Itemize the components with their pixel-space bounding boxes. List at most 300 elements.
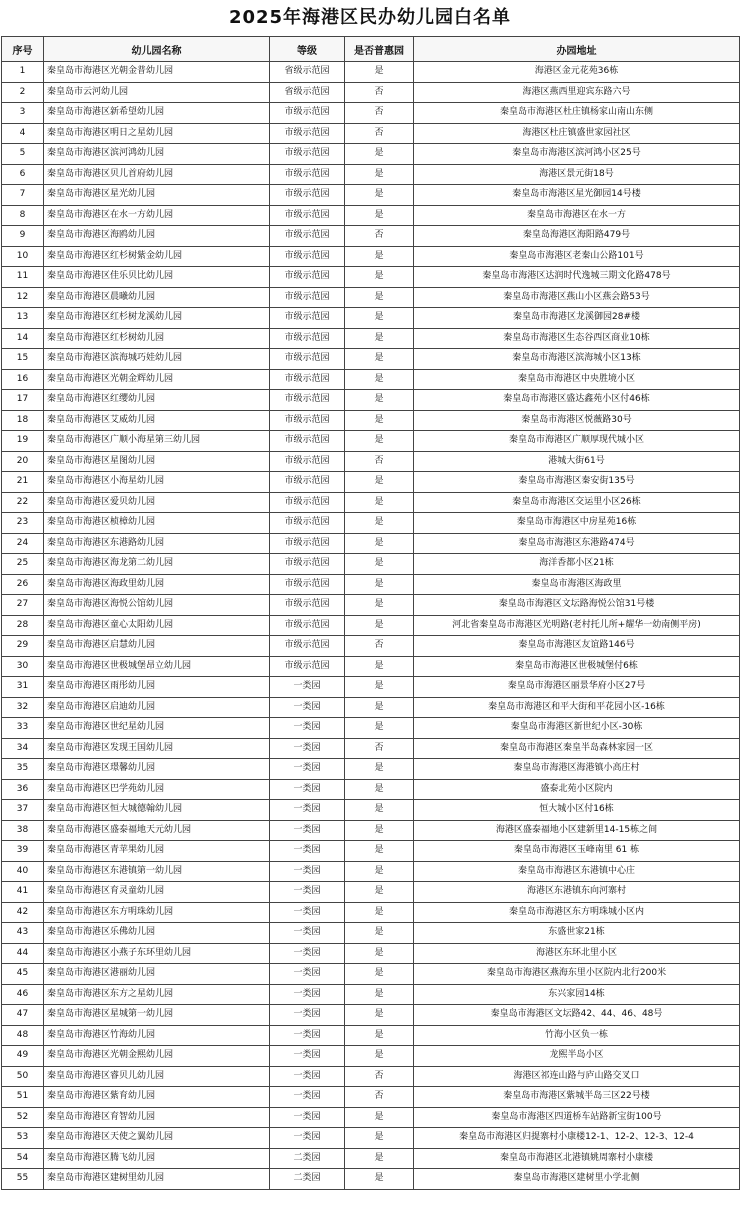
kindergarten-name-cell: 秦皇岛市海港区童心太阳幼儿园 — [44, 615, 270, 636]
inclusive-flag-cell: 是 — [345, 759, 414, 780]
table-row — [2, 554, 740, 575]
row-number-cell: 41 — [2, 882, 44, 903]
kindergarten-name-cell: 秦皇岛市海港区海政里幼儿园 — [44, 574, 270, 595]
inclusive-flag-cell: 是 — [345, 1025, 414, 1046]
kindergarten-name-cell: 秦皇岛市海港区璟馨幼儿园 — [44, 759, 270, 780]
table-row — [2, 390, 740, 411]
kindergarten-name-cell: 秦皇岛市海港区星城第一幼儿园 — [44, 1005, 270, 1026]
table-row — [2, 1025, 740, 1046]
table-row — [2, 1005, 740, 1026]
kindergarten-name-cell: 秦皇岛市海港区小燕子东环里幼儿园 — [44, 943, 270, 964]
address-cell: 秦皇岛市海港区和平大街和平花园小区-16栋 — [414, 697, 740, 718]
table-row — [2, 902, 740, 923]
row-number-cell: 52 — [2, 1107, 44, 1128]
row-number-cell: 17 — [2, 390, 44, 411]
address-cell: 海港区杜庄镇盛世家园社区 — [414, 123, 740, 144]
grade-level-cell: 一类园 — [270, 677, 345, 698]
row-number-cell: 16 — [2, 369, 44, 390]
kindergarten-name-cell: 秦皇岛市海港区睿贝儿幼儿园 — [44, 1066, 270, 1087]
address-cell: 秦皇岛海港区海阳路479号 — [414, 226, 740, 247]
row-number-cell: 32 — [2, 697, 44, 718]
inclusive-flag-cell: 是 — [345, 369, 414, 390]
table-row — [2, 246, 740, 267]
kindergarten-name-cell: 秦皇岛市海港区东方之星幼儿园 — [44, 984, 270, 1005]
inclusive-flag-cell: 是 — [345, 1107, 414, 1128]
row-number-cell: 48 — [2, 1025, 44, 1046]
address-cell: 秦皇岛市海港区盛达鑫苑小区付46栋 — [414, 390, 740, 411]
grade-level-cell: 省级示范园 — [270, 62, 345, 83]
address-cell: 秦皇岛市海港区归提寨村小康楼12-1、12-2、12-3、12-4 — [414, 1128, 740, 1149]
grade-level-cell: 市级示范园 — [270, 574, 345, 595]
inclusive-flag-cell: 否 — [345, 636, 414, 657]
address-cell: 秦皇岛市海港区玉峰南里 61 栋 — [414, 841, 740, 862]
kindergarten-name-cell: 秦皇岛市海港区桢樟幼儿园 — [44, 513, 270, 534]
grade-level-cell: 市级示范园 — [270, 492, 345, 513]
address-cell: 秦皇岛市海港区东港路474号 — [414, 533, 740, 554]
row-number-cell: 6 — [2, 164, 44, 185]
inclusive-flag-cell: 否 — [345, 451, 414, 472]
inclusive-flag-cell: 是 — [345, 882, 414, 903]
row-number-cell: 34 — [2, 738, 44, 759]
grade-level-cell: 市级示范园 — [270, 390, 345, 411]
address-cell: 秦皇岛市海港区东港镇中心庄 — [414, 861, 740, 882]
kindergarten-name-cell: 秦皇岛市海港区红杉树幼儿园 — [44, 328, 270, 349]
kindergarten-name-cell: 秦皇岛市海港区腾飞幼儿园 — [44, 1148, 270, 1169]
row-number-cell: 30 — [2, 656, 44, 677]
table-row — [2, 472, 740, 493]
row-number-cell: 39 — [2, 841, 44, 862]
table-row — [2, 533, 740, 554]
grade-level-cell: 一类园 — [270, 1005, 345, 1026]
grade-level-cell: 一类园 — [270, 1128, 345, 1149]
inclusive-flag-cell: 是 — [345, 205, 414, 226]
table-row — [2, 205, 740, 226]
table-row — [2, 62, 740, 83]
grade-level-cell: 市级示范园 — [270, 369, 345, 390]
kindergarten-name-cell: 秦皇岛市海港区明日之星幼儿园 — [44, 123, 270, 144]
table-row — [2, 103, 740, 124]
kindergarten-name-cell: 秦皇岛市海港区新希望幼儿园 — [44, 103, 270, 124]
kindergarten-name-cell: 秦皇岛市海港区在水一方幼儿园 — [44, 205, 270, 226]
inclusive-flag-cell: 是 — [345, 144, 414, 165]
table-row — [2, 185, 740, 206]
grade-level-cell: 一类园 — [270, 820, 345, 841]
grade-level-cell: 市级示范园 — [270, 615, 345, 636]
kindergarten-name-cell: 秦皇岛市海港区育灵童幼儿园 — [44, 882, 270, 903]
table-row — [2, 841, 740, 862]
row-number-cell: 19 — [2, 431, 44, 452]
row-number-cell: 29 — [2, 636, 44, 657]
table-row — [2, 513, 740, 534]
address-cell: 秦皇岛市海港区海港镇小高庄村 — [414, 759, 740, 780]
grade-level-cell: 市级示范园 — [270, 513, 345, 534]
row-number-cell: 23 — [2, 513, 44, 534]
row-number-cell: 18 — [2, 410, 44, 431]
row-number-cell: 15 — [2, 349, 44, 370]
table-row — [2, 1046, 740, 1067]
table-row — [2, 1107, 740, 1128]
grade-level-cell: 一类园 — [270, 964, 345, 985]
row-number-cell: 14 — [2, 328, 44, 349]
grade-level-cell: 市级示范园 — [270, 123, 345, 144]
kindergarten-name-cell: 秦皇岛市云河幼儿园 — [44, 82, 270, 103]
address-cell: 秦皇岛市海港区滨海城小区13栋 — [414, 349, 740, 370]
row-number-cell: 51 — [2, 1087, 44, 1108]
table-row — [2, 636, 740, 657]
grade-level-cell: 市级示范园 — [270, 636, 345, 657]
inclusive-flag-cell: 是 — [345, 697, 414, 718]
kindergarten-name-cell: 秦皇岛市海港区天使之翼幼儿园 — [44, 1128, 270, 1149]
address-cell: 秦皇岛市海港区老秦山公路101号 — [414, 246, 740, 267]
grade-level-cell: 市级示范园 — [270, 246, 345, 267]
address-cell: 秦皇岛市海港区生态谷西区商业10栋 — [414, 328, 740, 349]
address-cell: 秦皇岛市海港区友谊路146号 — [414, 636, 740, 657]
inclusive-flag-cell: 是 — [345, 677, 414, 698]
row-number-cell: 26 — [2, 574, 44, 595]
header-level: 等级 — [270, 37, 345, 62]
address-cell: 秦皇岛市海港区龙溪御园28#楼 — [414, 308, 740, 329]
inclusive-flag-cell: 否 — [345, 1066, 414, 1087]
inclusive-flag-cell: 是 — [345, 554, 414, 575]
table-row — [2, 308, 740, 329]
row-number-cell: 36 — [2, 779, 44, 800]
kindergarten-name-cell: 秦皇岛市海港区海悦公馆幼儿园 — [44, 595, 270, 616]
address-cell: 海港区燕西里迎宾东路六号 — [414, 82, 740, 103]
table-row — [2, 759, 740, 780]
table-row — [2, 677, 740, 698]
address-cell: 秦皇岛市海港区燕山小区燕会路53号 — [414, 287, 740, 308]
row-number-cell: 46 — [2, 984, 44, 1005]
inclusive-flag-cell: 是 — [345, 62, 414, 83]
grade-level-cell: 一类园 — [270, 697, 345, 718]
address-cell: 秦皇岛市海港区中央胜境小区 — [414, 369, 740, 390]
address-cell: 秦皇岛市海港区滨河鸿小区25号 — [414, 144, 740, 165]
inclusive-flag-cell: 否 — [345, 1087, 414, 1108]
address-cell: 河北省秦皇岛市海港区光明路(老村托儿所+耀华一幼南侧平房) — [414, 615, 740, 636]
address-cell: 海港区东环北里小区 — [414, 943, 740, 964]
kindergarten-name-cell: 秦皇岛市海港区滨河鸿幼儿园 — [44, 144, 270, 165]
kindergarten-name-cell: 秦皇岛市海港区育智幼儿园 — [44, 1107, 270, 1128]
grade-level-cell: 市级示范园 — [270, 554, 345, 575]
kindergarten-name-cell: 秦皇岛市海港区港丽幼儿园 — [44, 964, 270, 985]
kindergarten-name-cell: 秦皇岛市海港区青苹果幼儿园 — [44, 841, 270, 862]
address-cell: 秦皇岛市海港区建树里小学北侧 — [414, 1169, 740, 1190]
inclusive-flag-cell: 否 — [345, 82, 414, 103]
address-cell: 秦皇岛市海港区在水一方 — [414, 205, 740, 226]
address-cell: 海港区祁连山路与庐山路交叉口 — [414, 1066, 740, 1087]
table-row — [2, 800, 740, 821]
address-cell: 海港区金元花苑36栋 — [414, 62, 740, 83]
row-number-cell: 9 — [2, 226, 44, 247]
kindergarten-name-cell: 秦皇岛市海港区爱贝幼儿园 — [44, 492, 270, 513]
address-cell: 恒大城小区付16栋 — [414, 800, 740, 821]
inclusive-flag-cell: 是 — [345, 431, 414, 452]
inclusive-flag-cell: 是 — [345, 718, 414, 739]
address-cell: 秦皇岛市海港区燕海东里小区院内北行200米 — [414, 964, 740, 985]
row-number-cell: 1 — [2, 62, 44, 83]
address-cell: 盛泰北苑小区院内 — [414, 779, 740, 800]
address-cell: 东兴家园14栋 — [414, 984, 740, 1005]
kindergarten-name-cell: 秦皇岛市海港区光朝金熙幼儿园 — [44, 1046, 270, 1067]
address-cell: 秦皇岛市海港区文坛路42、44、46、48号 — [414, 1005, 740, 1026]
inclusive-flag-cell: 是 — [345, 861, 414, 882]
inclusive-flag-cell: 否 — [345, 123, 414, 144]
table-row — [2, 123, 740, 144]
inclusive-flag-cell: 是 — [345, 308, 414, 329]
grade-level-cell: 一类园 — [270, 738, 345, 759]
inclusive-flag-cell: 是 — [345, 185, 414, 206]
grade-level-cell: 市级示范园 — [270, 226, 345, 247]
kindergarten-name-cell: 秦皇岛市海港区广顺小海星第三幼儿园 — [44, 431, 270, 452]
inclusive-flag-cell: 是 — [345, 595, 414, 616]
table-row — [2, 431, 740, 452]
grade-level-cell: 市级示范园 — [270, 144, 345, 165]
address-cell: 秦皇岛市海港区东方明珠城小区内 — [414, 902, 740, 923]
address-cell: 秦皇岛市海港区中房星苑16栋 — [414, 513, 740, 534]
grade-level-cell: 二类园 — [270, 1169, 345, 1190]
row-number-cell: 50 — [2, 1066, 44, 1087]
grade-level-cell: 市级示范园 — [270, 431, 345, 452]
table-row — [2, 964, 740, 985]
address-cell: 秦皇岛市海港区秦安街135号 — [414, 472, 740, 493]
row-number-cell: 47 — [2, 1005, 44, 1026]
address-cell: 秦皇岛市海港区达润时代逸城三期文化路478号 — [414, 267, 740, 288]
table-row — [2, 615, 740, 636]
table-row — [2, 267, 740, 288]
inclusive-flag-cell: 否 — [345, 738, 414, 759]
inclusive-flag-cell: 是 — [345, 1005, 414, 1026]
row-number-cell: 22 — [2, 492, 44, 513]
table-row — [2, 923, 740, 944]
address-cell: 龙熙半岛小区 — [414, 1046, 740, 1067]
kindergarten-name-cell: 秦皇岛市海港区竹海幼儿园 — [44, 1025, 270, 1046]
table-row — [2, 882, 740, 903]
table-row — [2, 943, 740, 964]
kindergarten-name-cell: 秦皇岛市海港区红杉树龙溪幼儿园 — [44, 308, 270, 329]
kindergarten-name-cell: 秦皇岛市海港区艾威幼儿园 — [44, 410, 270, 431]
kindergarten-name-cell: 秦皇岛市海港区盛泰福地天元幼儿园 — [44, 820, 270, 841]
inclusive-flag-cell: 是 — [345, 923, 414, 944]
inclusive-flag-cell: 是 — [345, 615, 414, 636]
table-row — [2, 369, 740, 390]
grade-level-cell: 一类园 — [270, 1046, 345, 1067]
inclusive-flag-cell: 是 — [345, 841, 414, 862]
row-number-cell: 37 — [2, 800, 44, 821]
kindergarten-name-cell: 秦皇岛市海港区世纪星幼儿园 — [44, 718, 270, 739]
grade-level-cell: 一类园 — [270, 759, 345, 780]
inclusive-flag-cell: 是 — [345, 800, 414, 821]
address-cell: 秦皇岛市海港区广顺厚现代城小区 — [414, 431, 740, 452]
grade-level-cell: 一类园 — [270, 943, 345, 964]
address-cell: 海洋香都小区21栋 — [414, 554, 740, 575]
grade-level-cell: 市级示范园 — [270, 349, 345, 370]
table-row — [2, 328, 740, 349]
row-number-cell: 54 — [2, 1148, 44, 1169]
address-cell: 秦皇岛市海港区世极城堡付6栋 — [414, 656, 740, 677]
header-address: 办园地址 — [414, 37, 740, 62]
kindergarten-name-cell: 秦皇岛市海港区星图幼儿园 — [44, 451, 270, 472]
kindergarten-name-cell: 秦皇岛市海港区小海星幼儿园 — [44, 472, 270, 493]
inclusive-flag-cell: 是 — [345, 1169, 414, 1190]
kindergarten-name-cell: 秦皇岛市海港区世极城堡昂立幼儿园 — [44, 656, 270, 677]
inclusive-flag-cell: 是 — [345, 492, 414, 513]
inclusive-flag-cell: 是 — [345, 390, 414, 411]
table-row — [2, 1066, 740, 1087]
table-row — [2, 656, 740, 677]
row-number-cell: 49 — [2, 1046, 44, 1067]
table-row — [2, 779, 740, 800]
grade-level-cell: 一类园 — [270, 861, 345, 882]
header-benefit: 是否普惠园 — [345, 37, 414, 62]
kindergarten-name-cell: 秦皇岛市海港区海龙第二幼儿园 — [44, 554, 270, 575]
table-row — [2, 144, 740, 165]
address-cell: 秦皇岛市海港区北港镇姚周寨村小康楼 — [414, 1148, 740, 1169]
grade-level-cell: 市级示范园 — [270, 287, 345, 308]
row-number-cell: 3 — [2, 103, 44, 124]
kindergarten-name-cell: 秦皇岛市海港区巴学苑幼儿园 — [44, 779, 270, 800]
kindergarten-name-cell: 秦皇岛市海港区发现王国幼儿园 — [44, 738, 270, 759]
address-cell: 秦皇岛市海港区悦薇路30号 — [414, 410, 740, 431]
table-row — [2, 492, 740, 513]
row-number-cell: 25 — [2, 554, 44, 575]
inclusive-flag-cell: 是 — [345, 410, 414, 431]
row-number-cell: 31 — [2, 677, 44, 698]
address-cell: 秦皇岛市海港区海政里 — [414, 574, 740, 595]
grade-level-cell: 市级示范园 — [270, 410, 345, 431]
grade-level-cell: 市级示范园 — [270, 656, 345, 677]
kindergarten-name-cell: 秦皇岛市海港区东方明珠幼儿园 — [44, 902, 270, 923]
grade-level-cell: 一类园 — [270, 1107, 345, 1128]
table-row — [2, 1128, 740, 1149]
table-row — [2, 738, 740, 759]
kindergarten-name-cell: 秦皇岛市海港区东港镇第一幼儿园 — [44, 861, 270, 882]
row-number-cell: 11 — [2, 267, 44, 288]
grade-level-cell: 一类园 — [270, 984, 345, 1005]
grade-level-cell: 一类园 — [270, 800, 345, 821]
address-cell: 秦皇岛市海港区秦皇半岛森林家园一区 — [414, 738, 740, 759]
row-number-cell: 21 — [2, 472, 44, 493]
grade-level-cell: 一类园 — [270, 882, 345, 903]
kindergarten-name-cell: 秦皇岛市海港区建树里幼儿园 — [44, 1169, 270, 1190]
kindergarten-name-cell: 秦皇岛市海港区光朝金辉幼儿园 — [44, 369, 270, 390]
grade-level-cell: 一类园 — [270, 902, 345, 923]
inclusive-flag-cell: 是 — [345, 964, 414, 985]
page-title: 2025年海港区民办幼儿园白名单 — [228, 7, 512, 28]
grade-level-cell: 市级示范园 — [270, 185, 345, 206]
grade-level-cell: 二类园 — [270, 1148, 345, 1169]
row-number-cell: 5 — [2, 144, 44, 165]
row-number-cell: 35 — [2, 759, 44, 780]
inclusive-flag-cell: 否 — [345, 103, 414, 124]
kindergarten-name-cell: 秦皇岛市海港区恒大城德翰幼儿园 — [44, 800, 270, 821]
inclusive-flag-cell: 是 — [345, 1128, 414, 1149]
inclusive-flag-cell: 是 — [345, 984, 414, 1005]
inclusive-flag-cell: 是 — [345, 246, 414, 267]
row-number-cell: 24 — [2, 533, 44, 554]
table-row — [2, 164, 740, 185]
grade-level-cell: 市级示范园 — [270, 164, 345, 185]
address-cell: 秦皇岛市海港区文坛路海悦公馆31号楼 — [414, 595, 740, 616]
grade-level-cell: 省级示范园 — [270, 82, 345, 103]
header-row — [2, 37, 740, 62]
table-row — [2, 410, 740, 431]
inclusive-flag-cell: 是 — [345, 513, 414, 534]
kindergarten-name-cell: 秦皇岛市海港区星光幼儿园 — [44, 185, 270, 206]
kindergarten-name-cell: 秦皇岛市海港区晨曦幼儿园 — [44, 287, 270, 308]
kindergarten-name-cell: 秦皇岛市海港区红缨幼儿园 — [44, 390, 270, 411]
table-row — [2, 861, 740, 882]
table-row — [2, 595, 740, 616]
grade-level-cell: 市级示范园 — [270, 533, 345, 554]
inclusive-flag-cell: 是 — [345, 943, 414, 964]
row-number-cell: 42 — [2, 902, 44, 923]
inclusive-flag-cell: 是 — [345, 902, 414, 923]
inclusive-flag-cell: 是 — [345, 656, 414, 677]
table-row — [2, 1169, 740, 1190]
table-row — [2, 1087, 740, 1108]
row-number-cell: 4 — [2, 123, 44, 144]
grade-level-cell: 市级示范园 — [270, 595, 345, 616]
row-number-cell: 55 — [2, 1169, 44, 1190]
grade-level-cell: 市级示范园 — [270, 308, 345, 329]
inclusive-flag-cell: 是 — [345, 287, 414, 308]
row-number-cell: 40 — [2, 861, 44, 882]
inclusive-flag-cell: 否 — [345, 226, 414, 247]
grade-level-cell: 市级示范园 — [270, 472, 345, 493]
kindergarten-name-cell: 秦皇岛市海港区滨海城巧娃幼儿园 — [44, 349, 270, 370]
grade-level-cell: 一类园 — [270, 718, 345, 739]
row-number-cell: 27 — [2, 595, 44, 616]
inclusive-flag-cell: 是 — [345, 533, 414, 554]
table-row — [2, 287, 740, 308]
kindergarten-name-cell: 秦皇岛市海港区光朝金普幼儿园 — [44, 62, 270, 83]
row-number-cell: 33 — [2, 718, 44, 739]
address-cell: 秦皇岛市海港区星光御园14号楼 — [414, 185, 740, 206]
address-cell: 秦皇岛市海港区交运里小区26栋 — [414, 492, 740, 513]
row-number-cell: 2 — [2, 82, 44, 103]
address-cell: 海港区景元街18号 — [414, 164, 740, 185]
grade-level-cell: 一类园 — [270, 1087, 345, 1108]
grade-level-cell: 市级示范园 — [270, 267, 345, 288]
inclusive-flag-cell: 是 — [345, 820, 414, 841]
kindergarten-name-cell: 秦皇岛市海港区雨彤幼儿园 — [44, 677, 270, 698]
inclusive-flag-cell: 是 — [345, 267, 414, 288]
header-name: 幼儿园名称 — [44, 37, 270, 62]
kindergarten-table — [1, 36, 740, 1190]
inclusive-flag-cell: 是 — [345, 328, 414, 349]
row-number-cell: 28 — [2, 615, 44, 636]
address-cell: 东盛世家21栋 — [414, 923, 740, 944]
kindergarten-name-cell: 秦皇岛市海港区佳乐贝比幼儿园 — [44, 267, 270, 288]
inclusive-flag-cell: 是 — [345, 472, 414, 493]
inclusive-flag-cell: 是 — [345, 1046, 414, 1067]
address-cell: 竹海小区负一栋 — [414, 1025, 740, 1046]
kindergarten-name-cell: 秦皇岛市海港区启迪幼儿园 — [44, 697, 270, 718]
table-row — [2, 697, 740, 718]
kindergarten-name-cell: 秦皇岛市海港区启慧幼儿园 — [44, 636, 270, 657]
row-number-cell: 10 — [2, 246, 44, 267]
address-cell: 港城大街61号 — [414, 451, 740, 472]
table-row — [2, 451, 740, 472]
inclusive-flag-cell: 是 — [345, 164, 414, 185]
inclusive-flag-cell: 是 — [345, 574, 414, 595]
address-cell: 秦皇岛市海港区丽景华府小区27号 — [414, 677, 740, 698]
grade-level-cell: 一类园 — [270, 1025, 345, 1046]
row-number-cell: 7 — [2, 185, 44, 206]
kindergarten-name-cell: 秦皇岛市海港区紫育幼儿园 — [44, 1087, 270, 1108]
grade-level-cell: 市级示范园 — [270, 451, 345, 472]
table-row — [2, 349, 740, 370]
